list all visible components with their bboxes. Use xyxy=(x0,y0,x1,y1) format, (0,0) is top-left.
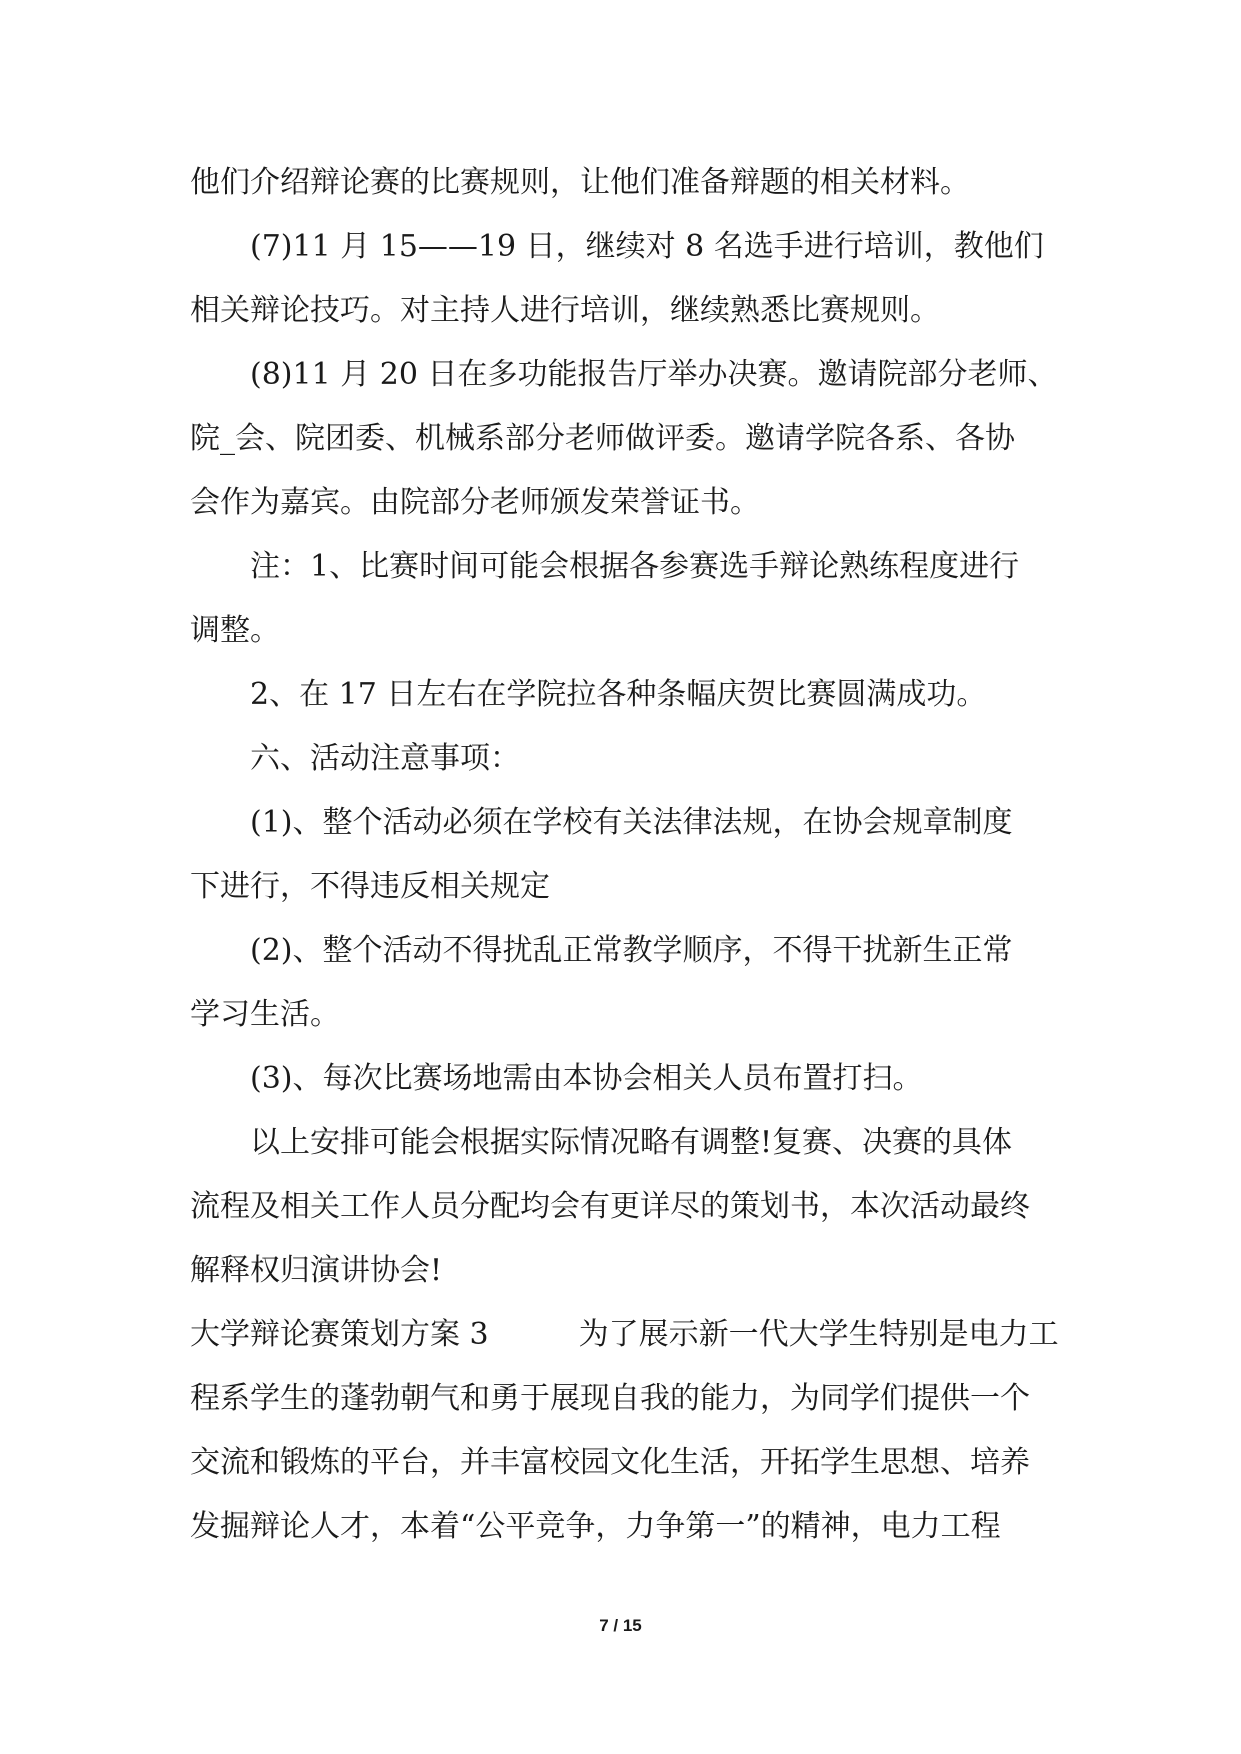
text-line: 学习生活。 xyxy=(190,997,340,1032)
text-line: (2)、整个活动不得扰乱正常教学顺序，不得干扰新生正常 xyxy=(250,933,1013,968)
text-line: 大学辩论赛策划方案 3 为了展示新一代大学生特别是电力工 xyxy=(190,1317,1059,1352)
text-line: 流程及相关工作人员分配均会有更详尽的策划书，本次活动最终 xyxy=(190,1189,1030,1224)
text-line: (3)、每次比赛场地需由本协会相关人员布置打扫。 xyxy=(250,1061,923,1096)
text-line: (1)、整个活动必须在学校有关法律法规，在协会规章制度 xyxy=(250,805,1013,840)
text-line: 程系学生的蓬勃朝气和勇于展现自我的能力，为同学们提供一个 xyxy=(190,1381,1030,1416)
text-line: 院_会、院团委、机械系部分老师做评委。邀请学院各系、各协 xyxy=(190,421,1015,456)
text-line: 2、在 17 日左右在学院拉各种条幅庆贺比赛圆满成功。 xyxy=(250,677,987,712)
text-line: 注：1、比赛时间可能会根据各参赛选手辩论熟练程度进行 xyxy=(250,549,1020,584)
text-line: 会作为嘉宾。由院部分老师颁发荣誉证书。 xyxy=(190,485,760,520)
text-line: (8)11 月 20 日在多功能报告厅举办决赛。邀请院部分老师、 xyxy=(250,357,1058,392)
text-line: 相关辩论技巧。对主持人进行培训，继续熟悉比赛规则。 xyxy=(190,293,940,328)
text-line: 解释权归演讲协会! xyxy=(190,1253,443,1288)
text-line: (7)11 月 15——19 日，继续对 8 名选手进行培训，教他们 xyxy=(250,229,1044,264)
text-line: 他们介绍辩论赛的比赛规则，让他们准备辩题的相关材料。 xyxy=(190,165,970,200)
text-line: 以上安排可能会根据实际情况略有调整!复赛、决赛的具体 xyxy=(250,1125,1013,1160)
text-line: 下进行，不得违反相关规定 xyxy=(190,869,550,904)
text-line: 调整。 xyxy=(190,613,280,648)
text-line: 发掘辩论人才，本着“公平竞争，力争第一”的精神，电力工程 xyxy=(190,1509,1001,1544)
section-heading: 六、活动注意事项： xyxy=(250,741,520,776)
page-number: 7 / 15 xyxy=(599,1616,642,1635)
text-line: 交流和锻炼的平台，并丰富校园文化生活，开拓学生思想、培养 xyxy=(190,1445,1030,1480)
